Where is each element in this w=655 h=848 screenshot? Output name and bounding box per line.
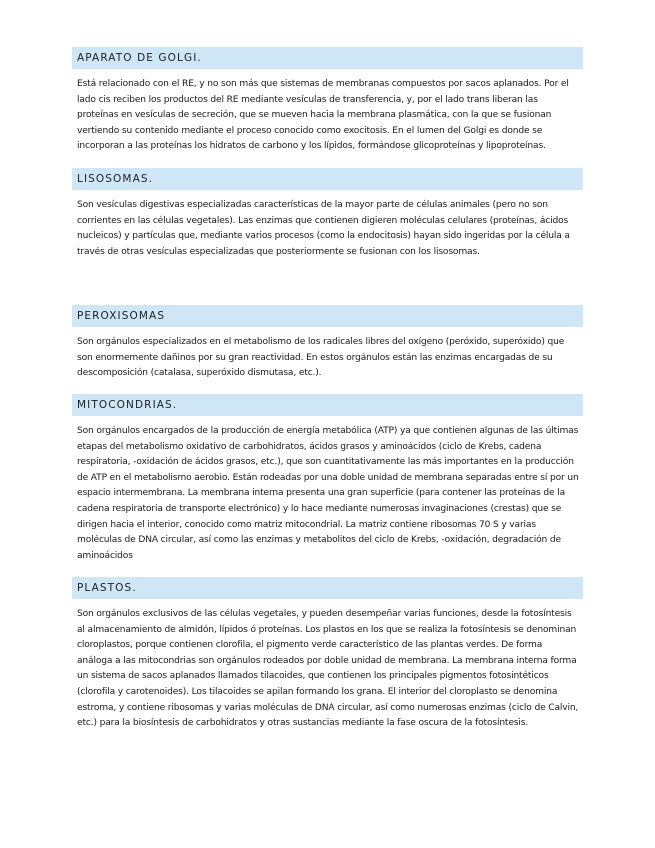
- section-heading-mitocondrias: MITOCONDRIAS.: [72, 394, 583, 416]
- section-text-plastos: [72, 607, 583, 732]
- section-text-lisosomas: [72, 198, 583, 305]
- section-heading-lisosomas: LISOSOMAS.: [72, 168, 583, 190]
- section-heading-plastos: PLASTOS.: [72, 577, 583, 599]
- paragraph-plastos: Son orgánulos exclusivos de las células vegetales, y pueden desempeñar varias funciones, desde la fotosíntesis al almacenamiento de almidón, lípidos ó proteínas. Los plastos en los que se realiza la fotosíntesis se denominan cloroplastos, porque contienen clorofila, el pigmento verde característico de las plantas verdes. De forma análoga a las mitocondrias son orgánulos rodeados por doble unidad de membrana. La membrana interna forma un sistema de sacos aplanados llamados tilacoides, que contienen los principales pigmentos fotosintéticos (clorofila y carotenoides). Los tilacoides se apilan formando los grana. El interior del cloroplasto se denomina estroma, y contiene ribosomas y varias moléculas de DNA circular, así como numerosas enzimas (ciclo de Calvin, etc.) para la biosíntesis de carbohidratos y otras sustancias mediante la fase oscura de la fotosíntesis.: [77, 609, 579, 729]
- section-text-golgi: [72, 77, 583, 168]
- document-page: [72, 47, 583, 732]
- section-heading-peroxisomas: PEROXISOMAS: [72, 305, 583, 327]
- section-heading-golgi: APARATO DE GOLGI.: [72, 47, 583, 69]
- paragraph-golgi: Está relacionado con el RE, y no son más que sistemas de membranas compuestos por sacos aplanados. Por el lado cis reciben los productos del RE mediante vesículas de transferencia, y, por el lado trans liberan las proteínas en vesículas de secreción, que se mueven hacia la membrana plasmática, con la que se fusionan vertiendo su contenido mediante el proceso conocido como exocitosis. En el lumen del Golgi es donde se incorporan a las proteínas los hidratos de carbono y los lípidos, formándose glicoproteínas y lipoproteínas.: [77, 79, 569, 152]
- paragraph-lisosomas: Son vesículas digestivas especializadas características de la mayor parte de células animales (pero no son corrientes en las células vegetales). Las enzimas que contienen digieren moléculas celulares (proteínas, ácidos nucleicos) y partículas que, mediante varios procesos (como la endocitosis) hayan sido ingeridas por la célula a través de otras vesículas especializadas que posteriormente se fusionan con los lisosomas.: [77, 200, 570, 257]
- section-text-mitocondrias: [72, 424, 583, 577]
- paragraph-peroxisomas: Son orgánulos especializados en el metabolismo de los radicales libres del oxígeno (peróxido, superóxido) que son enormemente dañinos por su gran reactividad. En estos orgánulos están las enzimas encargadas de su descomposición (catalasa, superóxido dismutasa, etc.).: [77, 337, 565, 379]
- section-text-peroxisomas: [72, 335, 583, 394]
- paragraph-mitocondrias: Son orgánulos encargados de la producción de energía metabólica (ATP) ya que contienen algunas de las últimas etapas del metabolismo oxidativo de carbohidratos, ácidos grasos y aminoácidos (ciclo de Krebs, cadena respiratoria, -oxidación de ácidos grasos, etc.), que son cuantitativamente las más importantes en la producción de ATP en el metabolismo aerobio. Están rodeadas por una doble unidad de membrana separadas entre sí por un espacio intermembrana. La membrana interna presenta una gran superficie (para contener las proteínas de la cadena respiratoria de transporte electrónico) y lo hace mediante numerosas invaginaciones (crestas) que se dirigen hacia el interior, conocido como matriz mitocondrial. La matriz contiene ribosomas 70 S y varias moléculas de DNA circular, así como las enzimas y metabolitos del ciclo de Krebs, -oxidación, degradación de aminoácidos: [77, 426, 579, 561]
